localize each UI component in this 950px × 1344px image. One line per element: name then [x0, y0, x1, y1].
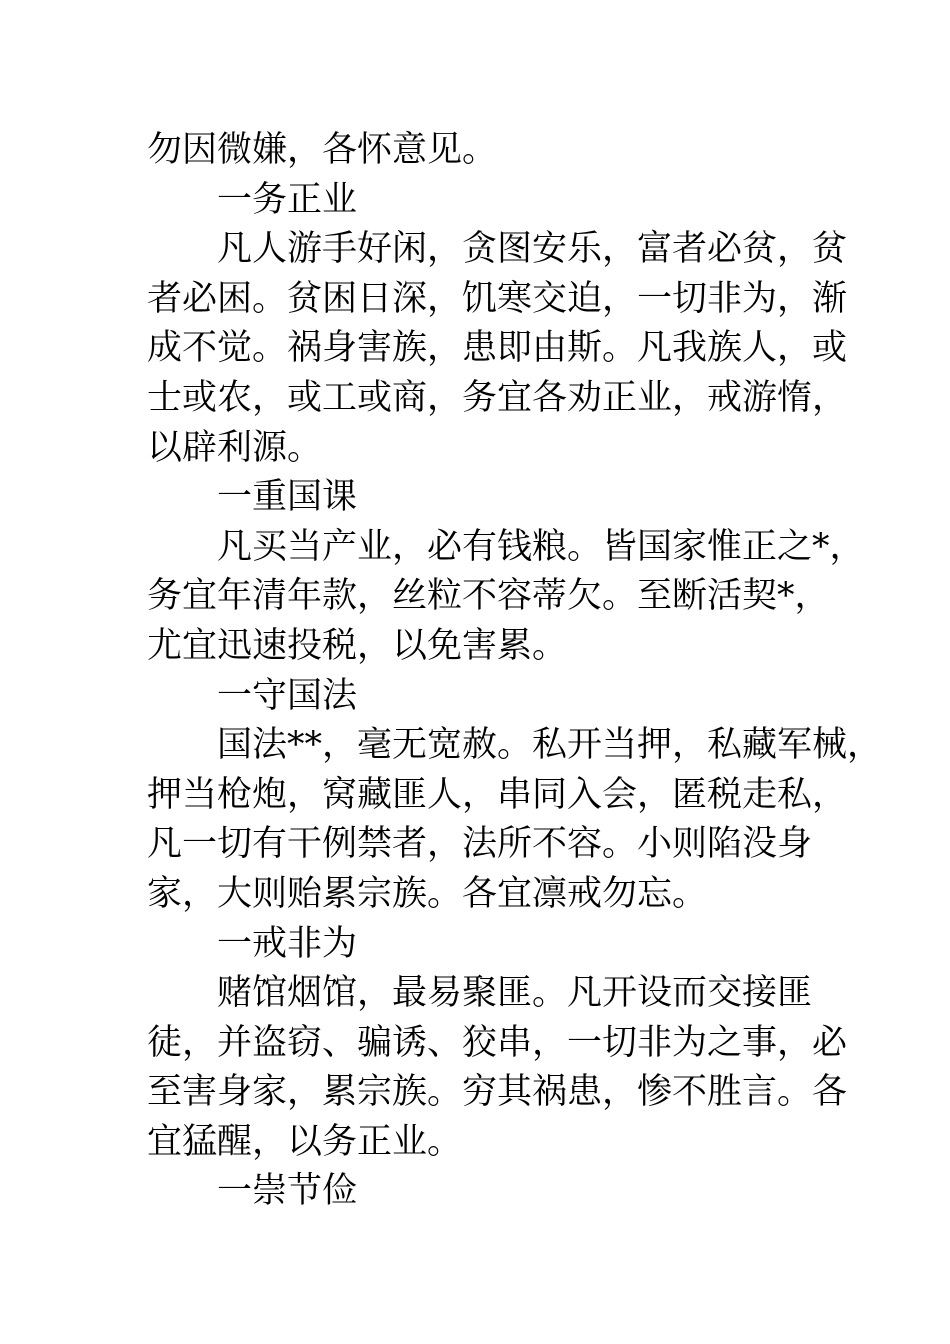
text-line: 勿因微嫌，各怀意见。: [147, 130, 498, 170]
text-line: 赌馆烟馆，最易聚匪。凡开设而交接匪: [217, 973, 813, 1014]
text-line: 宜猛醒，以务正业。: [147, 1121, 463, 1162]
text-line: 士或农，或工或商，务宜各劝正业，戒游惰，: [147, 377, 848, 418]
text-line: 徒，并盗窃、骗诱、狡串，一切非为之事，必: [147, 1022, 848, 1063]
text-line: 尤宜迅速投税，以免害累。: [147, 625, 568, 666]
text-line: 至害身家，累宗族。穷其祸患，惨不胜言。各: [147, 1072, 848, 1113]
text-line: 凡一切有干例禁者，法所不容。小则陷没身: [147, 824, 813, 865]
text-line: 凡买当产业，必有钱粮。皆国家惟正之*，: [217, 526, 865, 567]
text-line: 以辟利源。: [147, 427, 323, 468]
text-line: 务宜年清年款，丝粒不容蒂欠。至断活契*，: [147, 576, 830, 617]
text-body: [147, 126, 883, 1217]
text-line: 押当枪炮，窝藏匪人，串同入会，匿税走私，: [147, 774, 848, 815]
section-heading: 一守国法: [217, 675, 358, 716]
text-line: 家，大则贻累宗族。各宜凛戒勿忘。: [147, 873, 708, 914]
section-heading: 一务正业: [217, 179, 358, 220]
section-heading: 一重国课: [217, 477, 358, 518]
section-heading: 一崇节俭: [217, 1171, 358, 1212]
text-line: 国法**，毫无宽赦。私开当押，私藏军械，: [217, 725, 883, 766]
text-line: 凡人游手好闲，贪图安乐，富者必贫，贫: [217, 229, 848, 270]
section-heading: 一戒非为: [217, 923, 358, 964]
text-line: 成不觉。祸身害族，患即由斯。凡我族人，或: [147, 328, 848, 369]
text-line: 者必困。贫困日深，饥寒交迫，一切非为，渐: [147, 278, 848, 319]
